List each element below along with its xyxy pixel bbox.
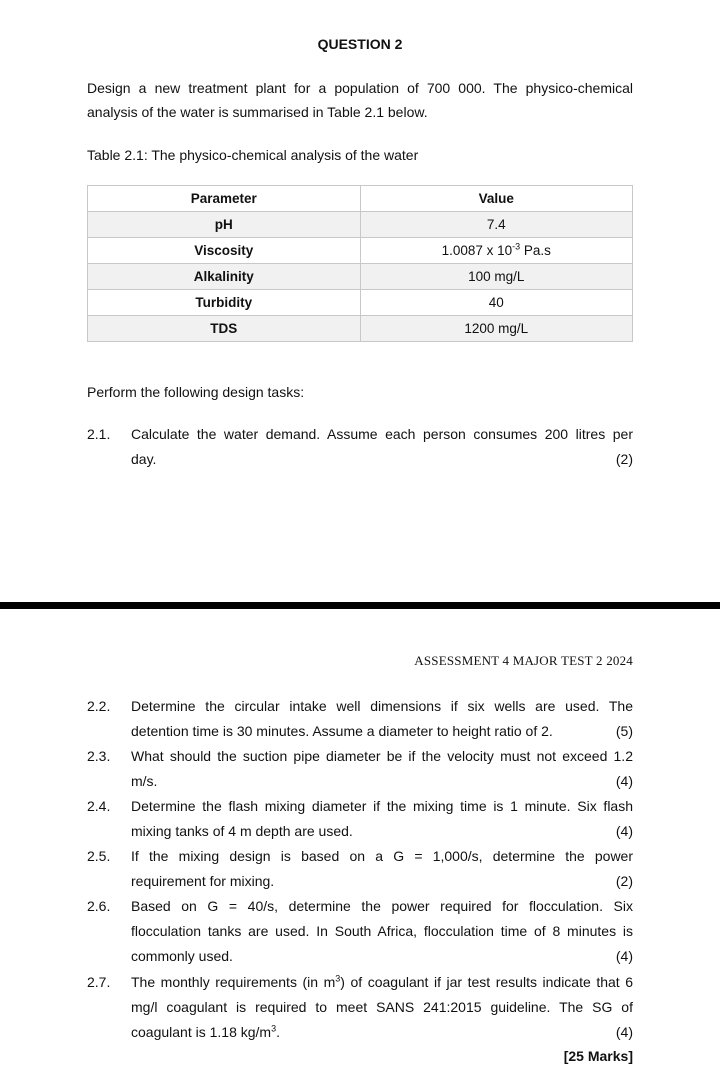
- question-text-line: commonly used. (4): [131, 944, 633, 969]
- tasks-intro: Perform the following design tasks:: [87, 384, 305, 400]
- marks-label: (4): [615, 823, 633, 839]
- question-text-line: mg/l coagulant is required to meet SANS 241:2015 guideline. The SG of: [131, 999, 633, 1015]
- question-number: 2.3.: [87, 748, 111, 764]
- question-2-6: [87, 894, 633, 969]
- question-text-line: flocculation tanks are used. In South Africa, flocculation time of 8 minutes is: [131, 923, 633, 939]
- value-cell: 7.4: [360, 212, 633, 238]
- header-value: Value: [360, 186, 633, 212]
- question-text-line: day. (2): [131, 447, 633, 472]
- table-row: [88, 290, 633, 316]
- test-title: ASSESSMENT 4 MAJOR TEST 2 2024: [414, 653, 633, 668]
- value-exponent: -3: [512, 241, 521, 252]
- question-2-4: [87, 794, 633, 844]
- table-row: [88, 264, 633, 290]
- question-number: 2.1.: [87, 426, 111, 442]
- value-unit: Pa.s: [520, 243, 551, 258]
- question-text-line: Based on G = 40/s, determine the power required for flocculation. Six: [131, 898, 633, 914]
- table-row: [88, 238, 633, 264]
- table-caption: Table 2.1: The physico-chemical analysis of the water: [87, 147, 419, 163]
- table-row: [88, 316, 633, 342]
- question-text-line: detention time is 30 minutes. Assume a diameter to height ratio of 2. (5): [131, 719, 633, 744]
- parameter-cell: pH: [88, 212, 361, 238]
- question-number: 2.7.: [87, 974, 111, 990]
- question-2-7: [87, 970, 633, 1045]
- question-number: 2.6.: [87, 898, 111, 914]
- page-divider: [0, 602, 720, 609]
- question-2-2: [87, 694, 633, 744]
- marks-label: (2): [615, 451, 633, 467]
- parameter-cell: TDS: [88, 316, 361, 342]
- physico-chemical-table: [87, 185, 633, 342]
- question-text-line: What should the suction pipe diameter be if the velocity must not exceed 1.2: [131, 748, 633, 764]
- marks-label: (4): [615, 1024, 633, 1040]
- question-text-line: Determine the circular intake well dimensions if six wells are used. The: [131, 698, 633, 714]
- question-number: 2.2.: [87, 698, 111, 714]
- parameter-cell: Alkalinity: [88, 264, 361, 290]
- marks-label: (5): [615, 723, 633, 739]
- question-text-line: mixing tanks of 4 m depth are used. (4): [131, 819, 633, 844]
- table-row: [88, 212, 633, 238]
- question-2-5: [87, 844, 633, 894]
- parameter-cell: Viscosity: [88, 238, 361, 264]
- question-text-line: requirement for mixing. (2): [131, 869, 633, 894]
- question-2-1: [87, 422, 633, 472]
- table-header-row: [88, 186, 633, 212]
- total-marks: [25 Marks]: [563, 1048, 633, 1064]
- question-number: 2.5.: [87, 848, 111, 864]
- header-parameter: Parameter: [88, 186, 361, 212]
- value-cell: 1200 mg/L: [360, 316, 633, 342]
- value-cell: 100 mg/L: [360, 264, 633, 290]
- value-cell: 40: [360, 290, 633, 316]
- value-cell: [360, 238, 633, 264]
- question-2-3: [87, 744, 633, 794]
- question-text-line: Calculate the water demand. Assume each person consumes 200 litres per: [131, 426, 633, 442]
- parameter-cell: Turbidity: [88, 290, 361, 316]
- question-text-line: Determine the flash mixing diameter if the mixing time is 1 minute. Six flash: [131, 798, 633, 814]
- marks-label: (2): [615, 873, 633, 889]
- question-text-line: m/s. (4): [131, 769, 633, 794]
- question-text-line: If the mixing design is based on a G = 1,000/s, determine the power: [131, 848, 633, 864]
- question-text-line: The monthly requirements (in $m^3$) of coagulant if jar test results indicate that 6: [131, 973, 633, 990]
- question-text-line: coagulant is 1.18 $kg/m^3$. (4): [131, 1020, 633, 1045]
- question-heading: QUESTION 2: [317, 36, 403, 52]
- question-number: 2.4.: [87, 798, 111, 814]
- marks-label: (4): [615, 948, 633, 964]
- marks-label: (4): [615, 773, 633, 789]
- value-mantissa: 1.0087 x 10: [441, 243, 513, 258]
- intro-paragraph: Design a new treatment plant for a population of 700 000. The physico-chemical analysis of the water is summarised in Table 2.1 below.: [87, 80, 633, 120]
